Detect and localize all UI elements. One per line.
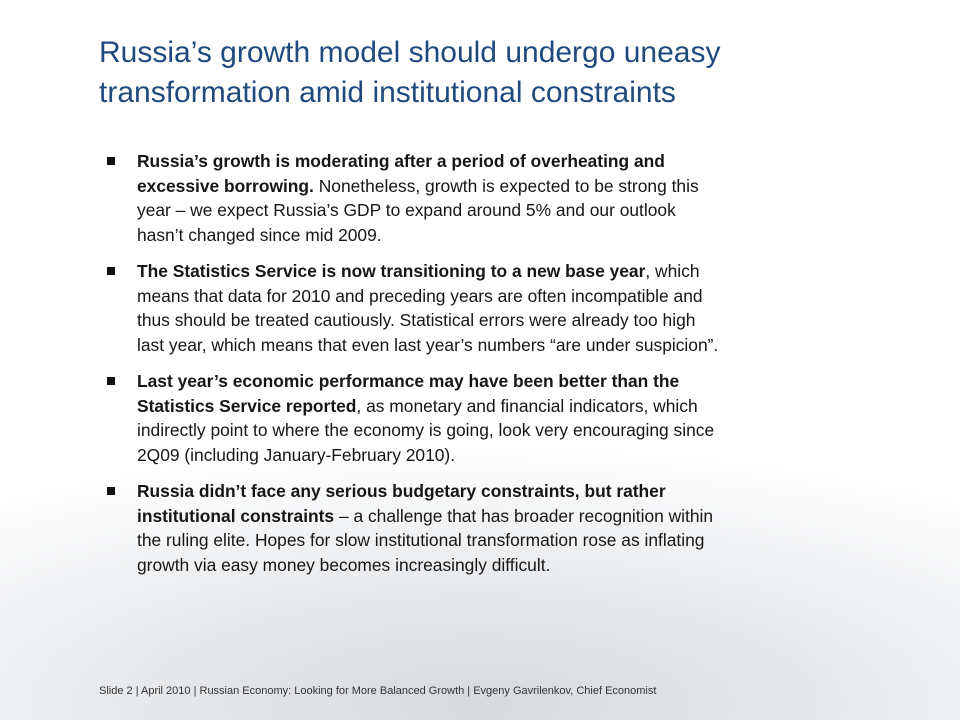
slide-title-line: transformation amid institutional constraints (99, 76, 676, 109)
bullet-line (137, 149, 699, 174)
bullet-line (137, 308, 718, 333)
bullet-normal-text: Nonetheless, growth is expected to be strong this (313, 175, 699, 196)
bullet-line (137, 443, 714, 468)
bullet-normal-text: hasn’t changed since mid 2009. (137, 224, 382, 245)
bullet-normal-text: – a challenge that has broader recognition within (334, 505, 714, 526)
bullet-line (137, 259, 718, 284)
bullet-normal-text: indirectly point to where the economy is going, look very encouraging since (137, 420, 715, 440)
bullet-bold-text: excessive borrowing. (137, 175, 314, 196)
square-bullet-icon (107, 487, 115, 495)
bullet-normal-text: 2Q09 (including January-February 2010). (137, 444, 456, 465)
bullet-normal-text: thus should be treated cautiously. Statistical errors were already too high (137, 310, 696, 330)
bullet-normal-text: the ruling elite. Hopes for slow institutional transformation rose as inflating (137, 530, 705, 550)
bullet-bold-text: Last year’s economic performance may have been better than the (137, 371, 680, 391)
bullet-normal-text: last year, which means that even last year’s numbers “are under suspicion”. (137, 334, 719, 355)
bullet-text (137, 479, 713, 577)
bullet-line (137, 284, 718, 309)
bullet-item (107, 479, 897, 577)
bullet-line (137, 479, 713, 504)
bullet-normal-text: , as monetary and financial indicators, which (356, 395, 698, 416)
slide-title (99, 33, 919, 113)
bullet-item (107, 259, 897, 357)
bullet-text (137, 259, 718, 357)
bullet-line (137, 223, 699, 248)
bullet-line (137, 369, 714, 394)
bullet-line (137, 504, 713, 529)
bullet-normal-text: growth via easy money becomes increasingly difficult. (137, 554, 551, 575)
square-bullet-icon (107, 377, 115, 385)
bullet-normal-text: year – we expect Russia’s GDP to expand around 5% and our outlook (137, 200, 676, 220)
bullet-bold-text: Statistics Service reported (137, 395, 357, 416)
bullet-line (137, 174, 699, 199)
bullet-line (137, 528, 713, 553)
bullet-line (137, 198, 699, 223)
square-bullet-icon (107, 157, 115, 165)
slide-footer: Slide 2 | April 2010 | Russian Economy: Looking for More Balanced Growth | Evgeny Gavrilenkov, Chief Economist (99, 685, 657, 697)
bullet-text (137, 149, 699, 247)
bullet-bold-text: The Statistics Service is now transitioning to a new base year (137, 261, 646, 281)
bullet-line (137, 333, 718, 358)
bullet-bold-text: institutional constraints (137, 505, 335, 526)
bullet-normal-text: , which (645, 261, 700, 281)
slide-title-line: Russia’s growth model should undergo uneasy (99, 36, 721, 69)
bullet-line (137, 553, 713, 578)
square-bullet-icon (107, 267, 115, 275)
bullet-bold-text: Russia didn’t face any serious budgetary constraints, but rather (137, 481, 666, 501)
bullet-text (137, 369, 714, 467)
bullet-line (137, 418, 714, 443)
bullet-line (137, 394, 714, 419)
bullet-item (107, 149, 897, 247)
bullet-list (107, 149, 897, 589)
bullet-normal-text: means that data for 2010 and preceding years are often incompatible and (137, 285, 703, 306)
bullet-item (107, 369, 897, 467)
bullet-bold-text: Russia’s growth is moderating after a period of overheating and (137, 151, 665, 171)
